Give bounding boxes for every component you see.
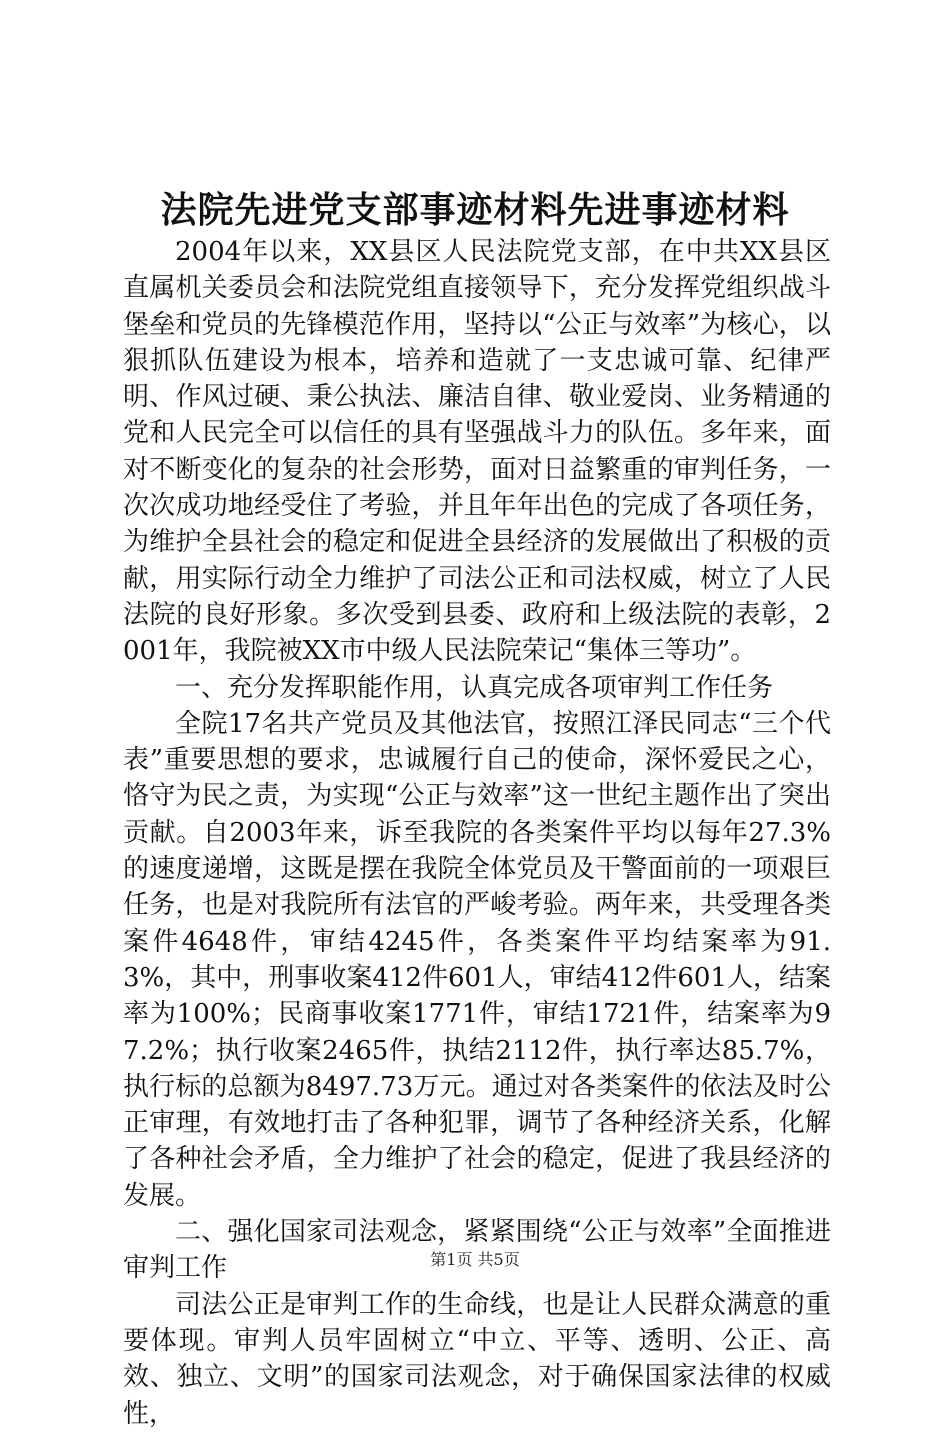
section-1-paragraph: 全院17名共产党员及其他法官，按照江泽民同志“三个代表”重要思想的要求，忠诚履行自己的使命，深怀爱民之心，恪守为民之责，为实现“公正与效率”这一世纪主题作出了突出贡献。自2003年来，诉至我院的各类案件平均以每年27.3%的速度递增，这既是摆在我院全体党员及干警面前的一项艰巨任务，也是对我院所有法官的严峻考验。两年来，共受理各类案件4648件，审结4245件，各类案件平均结案率为91.3%，其中，刑事收案412件601人，审结412件601人，结案率为100%；民商事收案1771件，审结1721件，结案率为97.2%；执行收案2465件，执结2112件，执行率达85.7%，执行标的总额为8497.73万元。通过对各类案件的依法及时公正审理，有效地打击了各种犯罪，调节了各种经济关系，化解了各种社会矛盾，全力维护了社会的稳定，促进了我县经济的发展。 — [123, 708, 831, 1211]
page-number-footer: 第1页 共5页 — [430, 1250, 520, 1269]
section-heading-1: 一、充分发挥职能作用，认真完成各项审判工作任务 — [175, 672, 774, 703]
intro-paragraph: 2004年以来，XX县区人民法院党支部，在中共XX县区直属机关委员会和法院党组直接领导下，充分发挥党组织战斗堡垒和党员的先锋模范作用，坚持以“公正与效率”为核心，以狠抓队伍建设为根本，培养和造就了一支忠诚可靠、纪律严明、作风过硬、秉公执法、廉洁自律、敬业爱岗、业务精通的党和人民完全可以信任的具有坚强战斗力的队伍。多年来，面对不断变化的复杂的社会形势，面对日益繁重的审判任务，一次次成功地经受住了考验，并且年年出色的完成了各项任务，为维护全县社会的稳定和促进全县经济的发展做出了积极的贡献，用实际行动全力维护了司法公正和司法权威，树立了人民法院的良好形象。多次受到县委、政府和上级法院的表彰，2001年，我院被XX市中级人民法院荣记“集体三等功”。 — [123, 237, 831, 667]
section-heading-2: 二、强化国家司法观念，紧紧围绕“公正与效率”全面推进审判工作 — [123, 1217, 831, 1284]
section-2-paragraph: 司法公正是审判工作的生命线，也是让人民群众满意的重要体现。审判人员牢固树立“中立、平等、透明、公正、高效、独立、文明”的国家司法观念，对于确保国家法律的权威性， — [123, 1289, 831, 1429]
document-title: 法院先进党支部事迹材料先进事迹材料 — [160, 189, 790, 231]
